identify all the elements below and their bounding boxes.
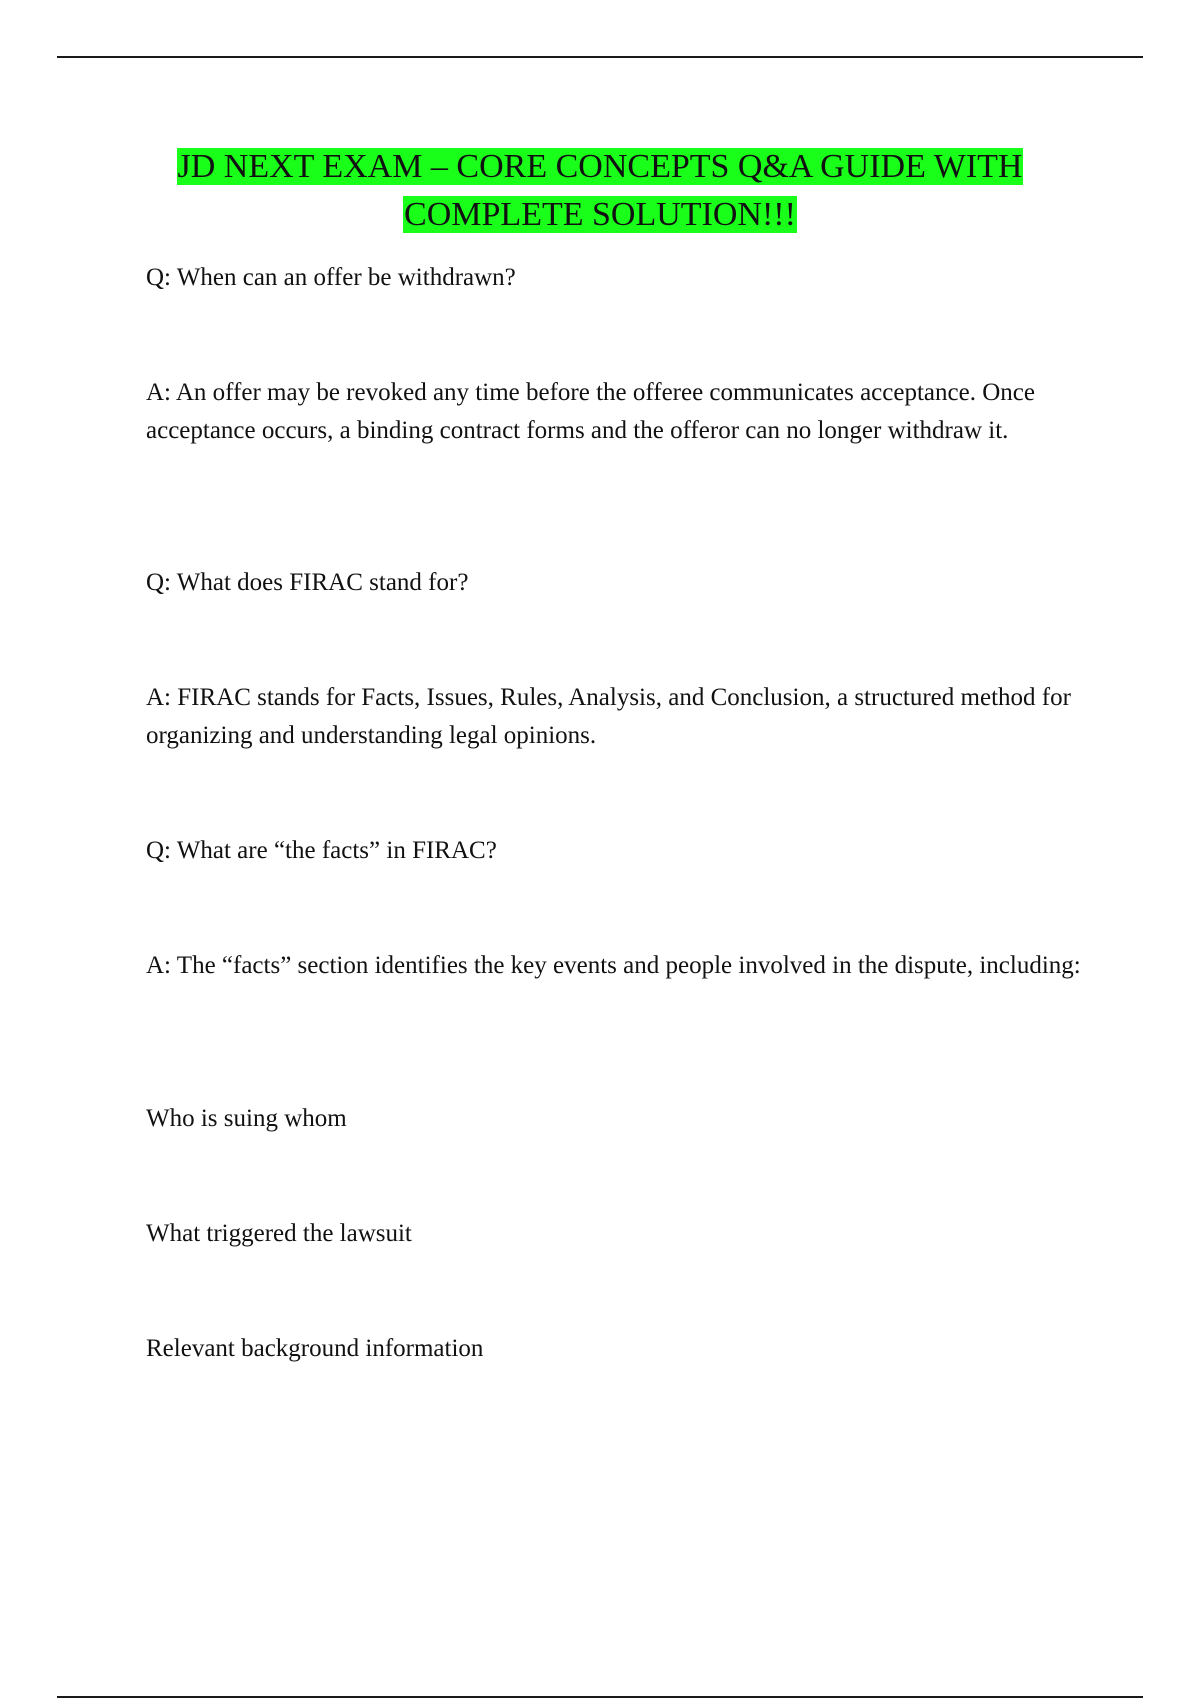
document-title-text: JD NEXT EXAM – CORE CONCEPTS Q&A GUIDE WITH COMPLETE SOLUTION!!! [177, 148, 1023, 233]
answer-firac-facts: A: The “facts” section identifies the key events and people involved in the dispute, including: [146, 952, 1081, 979]
answer-firac-meaning: A: FIRAC stands for Facts, Issues, Rules, Analysis, and Conclusion, a structured method for organizing and understanding legal opinions. [146, 684, 1071, 749]
facts-list-item: Who is suing whom [146, 1105, 347, 1132]
question-firac-facts: Q: What are “the facts” in FIRAC? [146, 837, 497, 864]
answer-offer-withdrawn: A: An offer may be revoked any time before the offeree communicates acceptance. Once acceptance occurs, a binding contract forms and the offeror can no longer withdraw it. [146, 379, 1035, 444]
top-rule [57, 56, 1143, 58]
facts-list-item: What triggered the lawsuit [146, 1220, 412, 1247]
document-title [100, 143, 1100, 239]
question-firac-meaning: Q: What does FIRAC stand for? [146, 569, 469, 596]
bottom-rule [57, 1696, 1143, 1698]
facts-list-item: Relevant background information [146, 1335, 484, 1362]
question-offer-withdrawn: Q: When can an offer be withdrawn? [146, 264, 516, 291]
